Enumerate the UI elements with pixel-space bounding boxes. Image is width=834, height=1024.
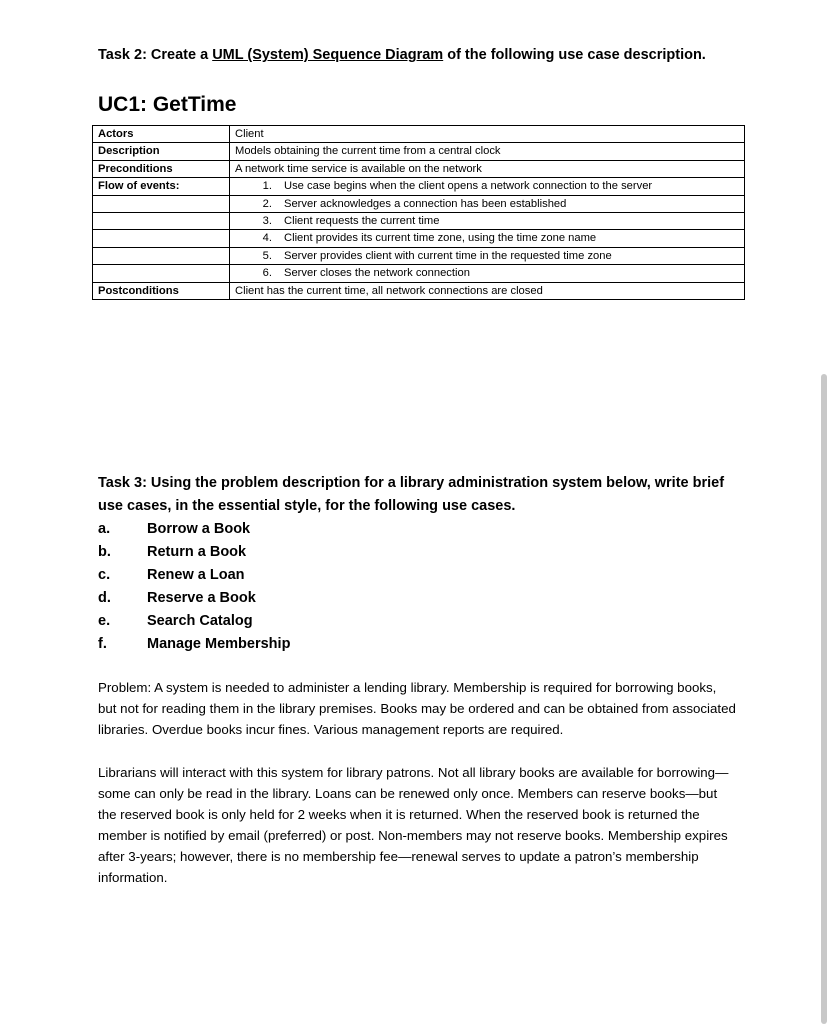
row-label: Postconditions [93, 282, 230, 299]
list-text: Renew a Loan [147, 567, 245, 583]
table-row [93, 126, 745, 143]
step-number: 5. [262, 249, 272, 262]
table-row [93, 247, 745, 264]
table-row [93, 230, 745, 247]
step-text: Client provides its current time zone, using the time zone name [284, 232, 597, 245]
flow-step [230, 265, 745, 282]
table-row [93, 178, 745, 195]
step-text: Use case begins when the client opens a network connection to the server [284, 180, 653, 193]
use-case-table [92, 125, 745, 300]
table-row [93, 213, 745, 230]
table-row [93, 265, 745, 282]
step-text: Server provides client with current time in the requested time zone [284, 249, 612, 262]
row-label-empty [93, 195, 230, 212]
list-letter: d. [98, 590, 111, 606]
list-item [98, 587, 290, 610]
step-text: Server acknowledges a connection has been established [284, 197, 567, 210]
row-label-empty [93, 213, 230, 230]
row-value: A network time service is available on the network [230, 160, 745, 177]
vertical-scrollbar[interactable] [821, 374, 827, 1024]
step-number: 4. [262, 232, 272, 245]
list-letter: e. [98, 613, 111, 629]
task2-underlined-term: UML (System) Sequence Diagram [212, 47, 444, 63]
row-value: Client [230, 126, 745, 143]
list-item [98, 610, 290, 633]
table-row [93, 160, 745, 177]
list-letter: c. [98, 567, 111, 583]
step-number: 3. [262, 215, 272, 228]
list-letter: f. [98, 636, 107, 652]
list-text: Search Catalog [147, 613, 253, 629]
use-case-title: UC1: GetTime [98, 93, 237, 116]
flow-step [230, 230, 745, 247]
row-label: Actors [93, 126, 230, 143]
table-row [93, 282, 745, 299]
task3-heading: Task 3: Using the problem description for a library administration system below, write brief use cases, in the essential style, for the following use cases. [98, 475, 725, 514]
problem-paragraph: Problem: A system is needed to administer a lending library. Membership is required for borrowing books, but not for reading them in the library premises. Books may be ordered and can be obtained from associated libraries. Overdue books incur fines. Various management reports are required. [98, 680, 736, 737]
list-item [98, 564, 290, 587]
task2-suffix: of the following use case description. [443, 47, 706, 63]
step-number: 1. [262, 180, 272, 193]
task2-heading [98, 47, 706, 63]
list-item [98, 541, 290, 564]
flow-step [230, 178, 745, 195]
step-number: 6. [262, 267, 272, 280]
step-text: Client requests the current time [284, 215, 440, 228]
list-letter: a. [98, 521, 111, 537]
flow-step [230, 247, 745, 264]
list-text: Reserve a Book [147, 590, 256, 606]
row-label-empty [93, 247, 230, 264]
list-text: Manage Membership [147, 636, 291, 652]
row-label: Description [93, 143, 230, 160]
flow-step [230, 195, 745, 212]
table-row [93, 143, 745, 160]
step-text: Server closes the network connection [284, 267, 470, 280]
use-case-list [98, 518, 290, 656]
flow-step [230, 213, 745, 230]
row-label: Flow of events: [93, 178, 230, 195]
row-label: Preconditions [93, 160, 230, 177]
list-item [98, 518, 290, 541]
librarian-paragraph: Librarians will interact with this system for library patrons. Not all library books are available for borrowing—some can only be read in the library. Loans can be renewed only once. Members can reserve books—but the reserved book is only held for 2 weeks when it is returned. When the reserved book is returned the member is notified by email (preferred) or post. Non-members may not reserve books. Membership expires after 3-years; however, there is no membership fee—renewal serves to update a patron’s membership information. [98, 765, 729, 885]
row-label-empty [93, 230, 230, 247]
step-number: 2. [262, 197, 272, 210]
list-text: Return a Book [147, 544, 247, 560]
row-label-empty [93, 265, 230, 282]
row-value: Models obtaining the current time from a central clock [230, 143, 745, 160]
row-value: Client has the current time, all network connections are closed [230, 282, 745, 299]
list-letter: b. [98, 544, 111, 560]
list-item [98, 633, 290, 656]
list-text: Borrow a Book [147, 521, 251, 537]
task2-prefix: Task 2: Create a [98, 47, 213, 63]
table-row [93, 195, 745, 212]
